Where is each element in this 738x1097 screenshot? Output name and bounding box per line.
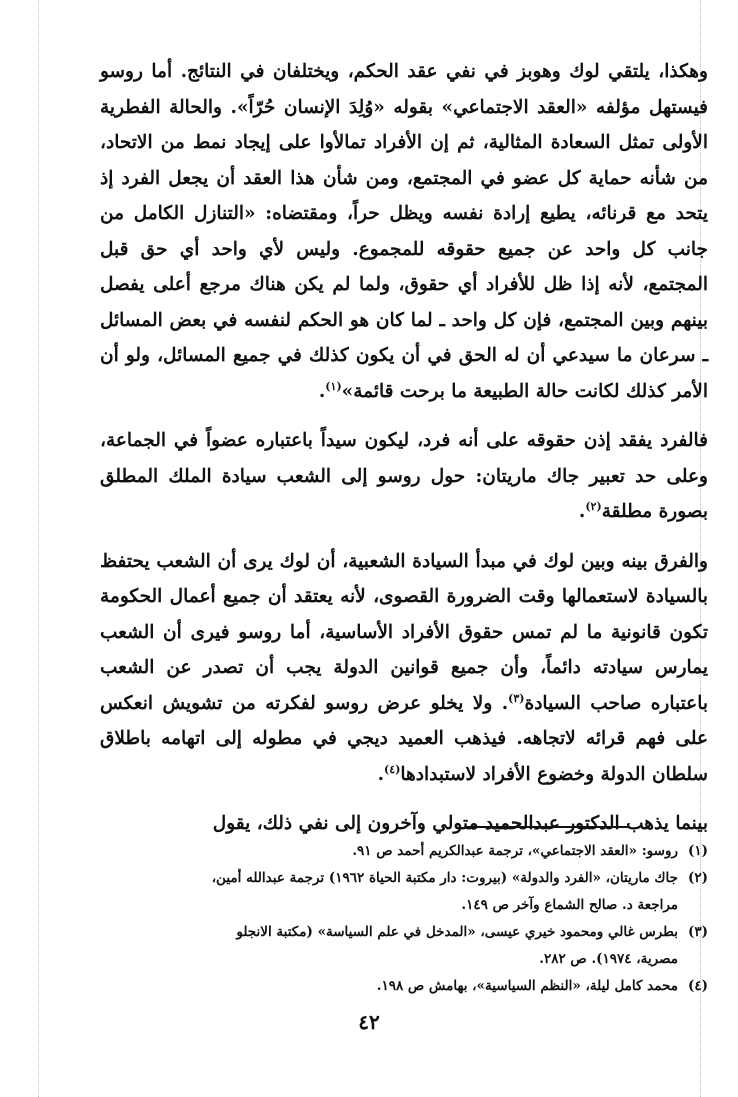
footnote-mark-3: (٣) — [508, 691, 525, 705]
paragraph-3-text: والفرق بينه وبين لوك في مبدأ السيادة الشعبية، أن لوك يرى أن الشعب يحتفظ بالسيادة لاستعمالها وقت الضرورة القصوى، لأنه يعتقد أن جميع أعمال الحكومة تكون قانونية ما لم تمس حقوق الأفراد الأساسية، أما روسو فيرى أن الشعب يمارس سيادته دائماً، وأن جميع قوانين الدولة يجب أن تصدر عن الشعب باعتباره صاحب السيادة — [100, 550, 708, 714]
footnote-2-text: جاك ماريتان، «الفرد والدولة» (بيروت: دار مكتبة الحياة ١٩٦٢) ترجمة عبدالله أمين، — [211, 870, 678, 886]
paragraph-2: فالفرد يفقد إذن حقوقه على أنه فرد، ليكون سيداً باعتباره عضواً في الجماعة، وعلى حد تعبير جاك ماريتان: حول روسو إلى الشعب سيادة الملك المطلق بصورة مطلقة$^{(٢)}$. — [100, 430, 708, 522]
paragraph-3-continuation: ولا يخلو عرض روسو لفكرته من تشويش انعكس على فهم قرائه لاتجاهه. فيذهب العميد ديجي في مطوله إلى اتهامه باطلاق سلطان الدولة وخضوع الأفراد لاستبدادها — [100, 692, 708, 785]
footnotes — [100, 838, 708, 1000]
paragraph-4-text: بينما يذهب الدكتور عبدالحميد متولي وآخرون إلى نفي ذلك، يقول — [212, 813, 708, 834]
footnote-mark-2: (٢) — [585, 499, 602, 513]
paragraph-3: والفرق بينه وبين لوك في مبدأ السيادة الشعبية، أن لوك يرى أن الشعب يحتفظ بالسيادة لاستعمالها وقت الضرورة القصوى، لأنه يعتقد أن جميع أعمال الحكومة تكون قانونية ما لم تمس حقوق الأفراد الأساسية، أما روسو فيرى أن الشعب يمارس سيادته دائماً، وأن جميع قوانين الدولة يجب أن تصدر عن الشعب باعتباره صاحب السيادة$^{(٣)}$. ولا يخلو عرض روسو لفكرته من تشويش انعكس على فهم قرائه لاتجاهه. فيذهب العميد ديجي في مطوله إلى اتهامه باطلاق سلطان الدولة وخضوع الأفراد لاستبدادها$^{(٤)}$. — [100, 550, 708, 785]
paragraph-2-text: فالفرد يفقد إذن حقوقه على أنه فرد، ليكون سيداً باعتباره عضواً في الجماعة، وعلى حد تعبير جاك ماريتان: حول روسو إلى الشعب سيادة الملك المطلق بصورة مطلقة — [100, 430, 708, 522]
main-text — [100, 54, 708, 842]
paragraph-1: وهكذا، يلتقي لوك وهوبز في نفي عقد الحكم، ويختلفان في النتائج. أما روسو فيستهل مؤلفه «العقد الاجتماعي» بقوله «وُلِدَ الإنسان حُرّاً». والحالة الفطرية الأولى تمثل السعادة المثالية، ثم إن الأفراد تمالأوا على إيجاد نمط من الاتحاد، من شأنه حماية كل عضو في المجتمع، ومن شأن هذا العقد أن يجعل الفرد إذ يتحد مع قرنائه، يطيع إرادة نفسه ويظل حراً، ومقتضاه: «التنازل الكامل من جانب كل واحد عن جميع حقوقه للمجموع. وليس لأي واحد أي حق قبل المجتمع، لأنه إذا ظل للأفراد أي حقوق، ولما لم يكن هناك مرجع أعلى يفصل بينهم وبين المجتمع، فإن كل واحد ـ لما كان هو الحكم لنفسه في بعض المسائل ـ سرعان ما سيدعي أن له الحق في أن يكون كذلك في جميع المسائل، ولو أن الأمر كذلك لكانت حالة الطبيعة ما برحت قائمة»$^{(١)}$. — [100, 61, 708, 402]
footnote-mark-4: (٤) — [384, 762, 401, 776]
footnote-3-number: (٣) — [687, 924, 708, 940]
footnote-3-continuation: مصرية، ١٩٧٤). ص ٢٨٢. — [539, 951, 678, 967]
footnote-1 — [100, 838, 708, 865]
paragraph-1-text: وهكذا، يلتقي لوك وهوبز في نفي عقد الحكم، ويختلفان في النتائج. أما روسو فيستهل مؤلفه «العقد الاجتماعي» بقوله «وُلِدَ الإنسان حُرّاً». والحالة الفطرية الأولى تمثل السعادة المثالية، ثم إن الأفراد تمالأوا على إيجاد نمط من الاتحاد، من شأنه حماية كل عضو في المجتمع، ومن شأن هذا العقد أن يجعل الفرد إذ يتحد مع قرنائه، يطيع إرادة نفسه ويظل حراً، ومقتضاه: «التنازل الكامل من جانب كل واحد عن جميع حقوقه للمجموع. وليس لأي واحد أي حق قبل المجتمع، لأنه إذا ظل للأفراد أي حقوق، ولما لم يكن هناك مرجع أعلى يفصل بينهم وبين المجتمع، فإن كل واحد ـ لما كان هو الحكم لنفسه في بعض المسائل ـ سرعان ما سيدعي أن له الحق في أن يكون كذلك في جميع المسائل، ولو أن الأمر كذلك لكانت حالة الطبيعة ما برحت قائمة» — [100, 61, 708, 402]
footnote-mark-1: (١) — [325, 379, 342, 393]
footnote-2-continuation: مراجعة د. صالح الشماع وآخر ص ١٤٩. — [461, 897, 678, 913]
page-number: ٤٢ — [358, 1010, 380, 1034]
scan-edge-left — [38, 0, 39, 1097]
footnote-3-text: بطرس غالي ومحمود خيري عيسى، «المدخل في علم السياسة» (مكتبة الانجلو — [236, 924, 678, 940]
footnote-2 — [100, 865, 708, 892]
paragraph-4 — [100, 806, 708, 842]
footnote-4-text: محمد كامل ليلة، «النظم السياسية»، بهامش ص ١٩٨. — [376, 978, 678, 994]
footnote-4 — [100, 973, 708, 1000]
footnote-4-number: (٤) — [687, 978, 708, 994]
footnote-1-text: روسو: «العقد الاجتماعي»، ترجمة عبدالكريم أحمد ص ٩١. — [352, 843, 678, 859]
footnote-divider — [465, 826, 629, 828]
footnote-3 — [100, 919, 708, 946]
footnote-1-number: (١) — [687, 843, 708, 859]
footnote-2-number: (٢) — [687, 870, 708, 886]
